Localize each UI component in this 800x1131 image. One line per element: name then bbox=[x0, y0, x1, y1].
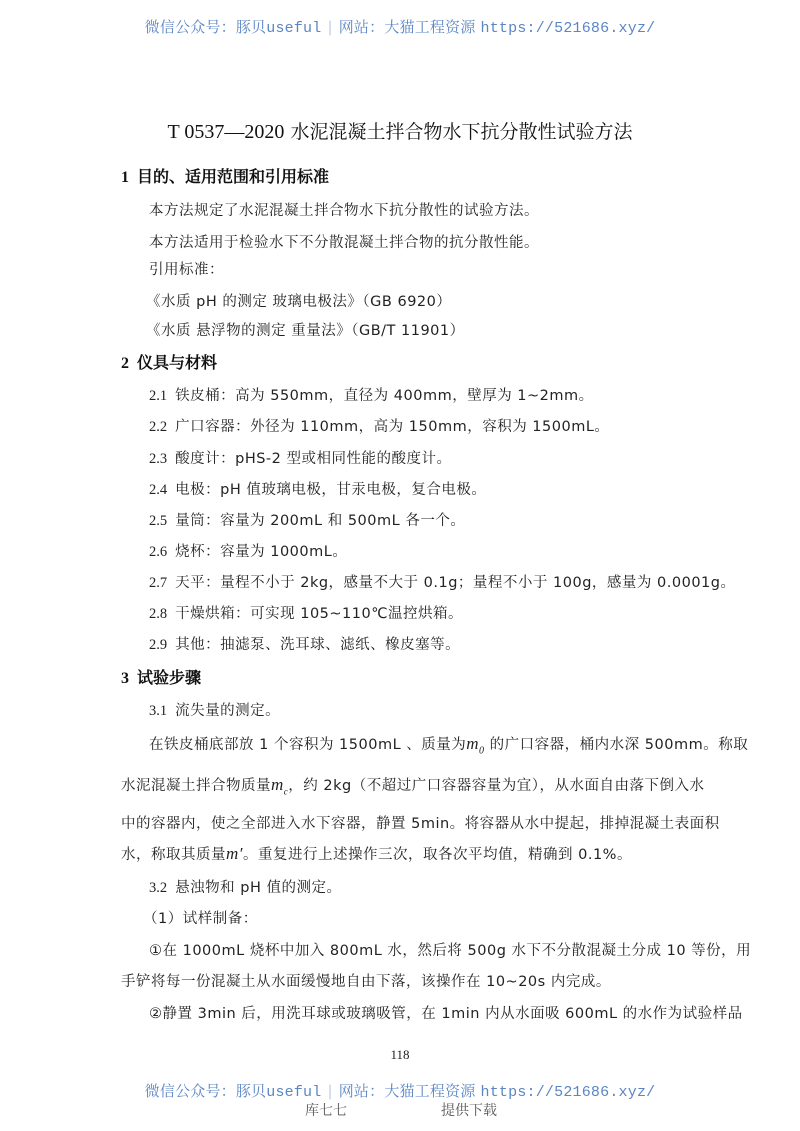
item-2-4: 2.4 电极：pH 值玻璃电极，甘汞电极，复合电极。 bbox=[149, 482, 487, 498]
watermark-site-label: 网站：大猫工程资源 bbox=[338, 1082, 476, 1100]
var-m0: $m_0$ bbox=[466, 734, 485, 757]
watermark-top bbox=[0, 16, 800, 37]
item-2-6: 2.6 烧杯：容量为 1000mL。 bbox=[149, 544, 348, 560]
watermark-site-url[interactable]: https://521686.xyz/ bbox=[480, 1084, 656, 1101]
item-3-1-title: 3.1 流失量的测定。 bbox=[149, 703, 281, 719]
item-3-2-title: 3.2 悬浊物和 pH 值的测定。 bbox=[149, 880, 342, 896]
step-1-para-1-line-2: 手铲将每一份混凝土从水面缓慢地自由下落，该操作在 10~20s 内完成。 bbox=[121, 974, 611, 990]
watermark-separator: | bbox=[327, 1082, 333, 1100]
footer-credit-right: 提供下载 bbox=[441, 1103, 497, 1119]
reference-2: 《水质 悬浮物的测定 重量法》（GB/T 11901） bbox=[146, 323, 465, 339]
item-3-1-line-1: 在铁皮桶底部放 1 个容积为 1500mL 、质量为$m_0$ 的广口容器，桶内水深 500mm。称取 bbox=[149, 734, 749, 757]
standard-code: T 0537—2020 bbox=[167, 121, 285, 143]
watermark-separator: | bbox=[327, 18, 333, 36]
watermark-site-url[interactable]: https://521686.xyz/ bbox=[480, 20, 656, 37]
item-3-1-line-4: 水，称取其质量m′。重复进行上述操作三次，取各次平均值，精确到 0.1%。 bbox=[121, 844, 632, 863]
item-2-5: 2.5 量筒：容量为 200mL 和 500mL 各一个。 bbox=[149, 513, 466, 529]
watermark-account-name: useful bbox=[266, 1084, 322, 1101]
page-number: 118 bbox=[390, 1047, 410, 1062]
watermark-bottom bbox=[0, 1080, 800, 1101]
section-1-heading: 1 目的、适用范围和引用标准 bbox=[121, 167, 330, 186]
item-2-2: 2.2 广口容器：外径为 110mm，高为 150mm，容积为 1500mL。 bbox=[149, 419, 610, 435]
item-2-3: 2.3 酸度计：pHS-2 型或相同性能的酸度计。 bbox=[149, 451, 452, 467]
watermark-account-label: 微信公众号：豚贝 bbox=[144, 18, 267, 36]
step-1-para-1-line-1: ①在 1000mL 烧杯中加入 800mL 水，然后将 500g 水下不分散混凝土分成 10 等份，用 bbox=[149, 943, 752, 959]
section-2-heading: 2 仪具与材料 bbox=[121, 353, 218, 372]
item-3-1-line-3: 中的容器内，使之全部进入水下容器，静置 5min。将容器从水中提起，排掉混凝土表面积 bbox=[121, 816, 720, 832]
step-1-para-2-line-1: ②静置 3min 后，用洗耳球或玻璃吸管，在 1min 内从水面吸 600mL 的水作为试验样品 bbox=[149, 1006, 743, 1022]
var-m-prime: m′ bbox=[226, 844, 243, 863]
footer-credit-left: 库七七 bbox=[305, 1103, 347, 1119]
section-1-para-3: 引用标准： bbox=[149, 262, 224, 278]
reference-1: 《水质 pH 的测定 玻璃电极法》（GB 6920） bbox=[146, 294, 452, 310]
page-title bbox=[0, 117, 800, 144]
item-2-7: 2.7 天平：量程不小于 2kg，感量不大于 0.1g；量程不小于 100g，感量为 0.0001g。 bbox=[149, 575, 736, 591]
section-3-heading: 3 试验步骤 bbox=[121, 668, 202, 687]
var-mc: $m_c$ bbox=[271, 775, 289, 797]
watermark-site-label: 网站：大猫工程资源 bbox=[338, 18, 476, 36]
watermark-account-name: useful bbox=[266, 20, 322, 37]
item-2-8: 2.8 干燥烘箱：可实现 105~110℃温控烘箱。 bbox=[149, 606, 464, 622]
section-1-para-2: 本方法适用于检验水下不分散混凝土拌合物的抗分散性能。 bbox=[149, 235, 539, 251]
section-1-para-1: 本方法规定了水泥混凝土拌合物水下抗分散性的试验方法。 bbox=[149, 203, 539, 219]
item-2-9: 2.9 其他：抽滤泵、洗耳球、滤纸、橡皮塞等。 bbox=[149, 637, 461, 653]
item-3-1-line-2: 水泥混凝土拌合物质量$m_c$，约 2kg（不超过广口容器容量为宜），从水面自由落下倒入水 bbox=[121, 775, 705, 797]
item-2-1: 2.1 铁皮桶：高为 550mm，直径为 400mm，壁厚为 1~2mm。 bbox=[149, 388, 594, 404]
standard-title: 水泥混凝土拌合物水下抗分散性试验方法 bbox=[290, 121, 633, 143]
watermark-account-label: 微信公众号：豚贝 bbox=[144, 1082, 267, 1100]
step-1-label: （1）试样制备： bbox=[143, 911, 258, 927]
